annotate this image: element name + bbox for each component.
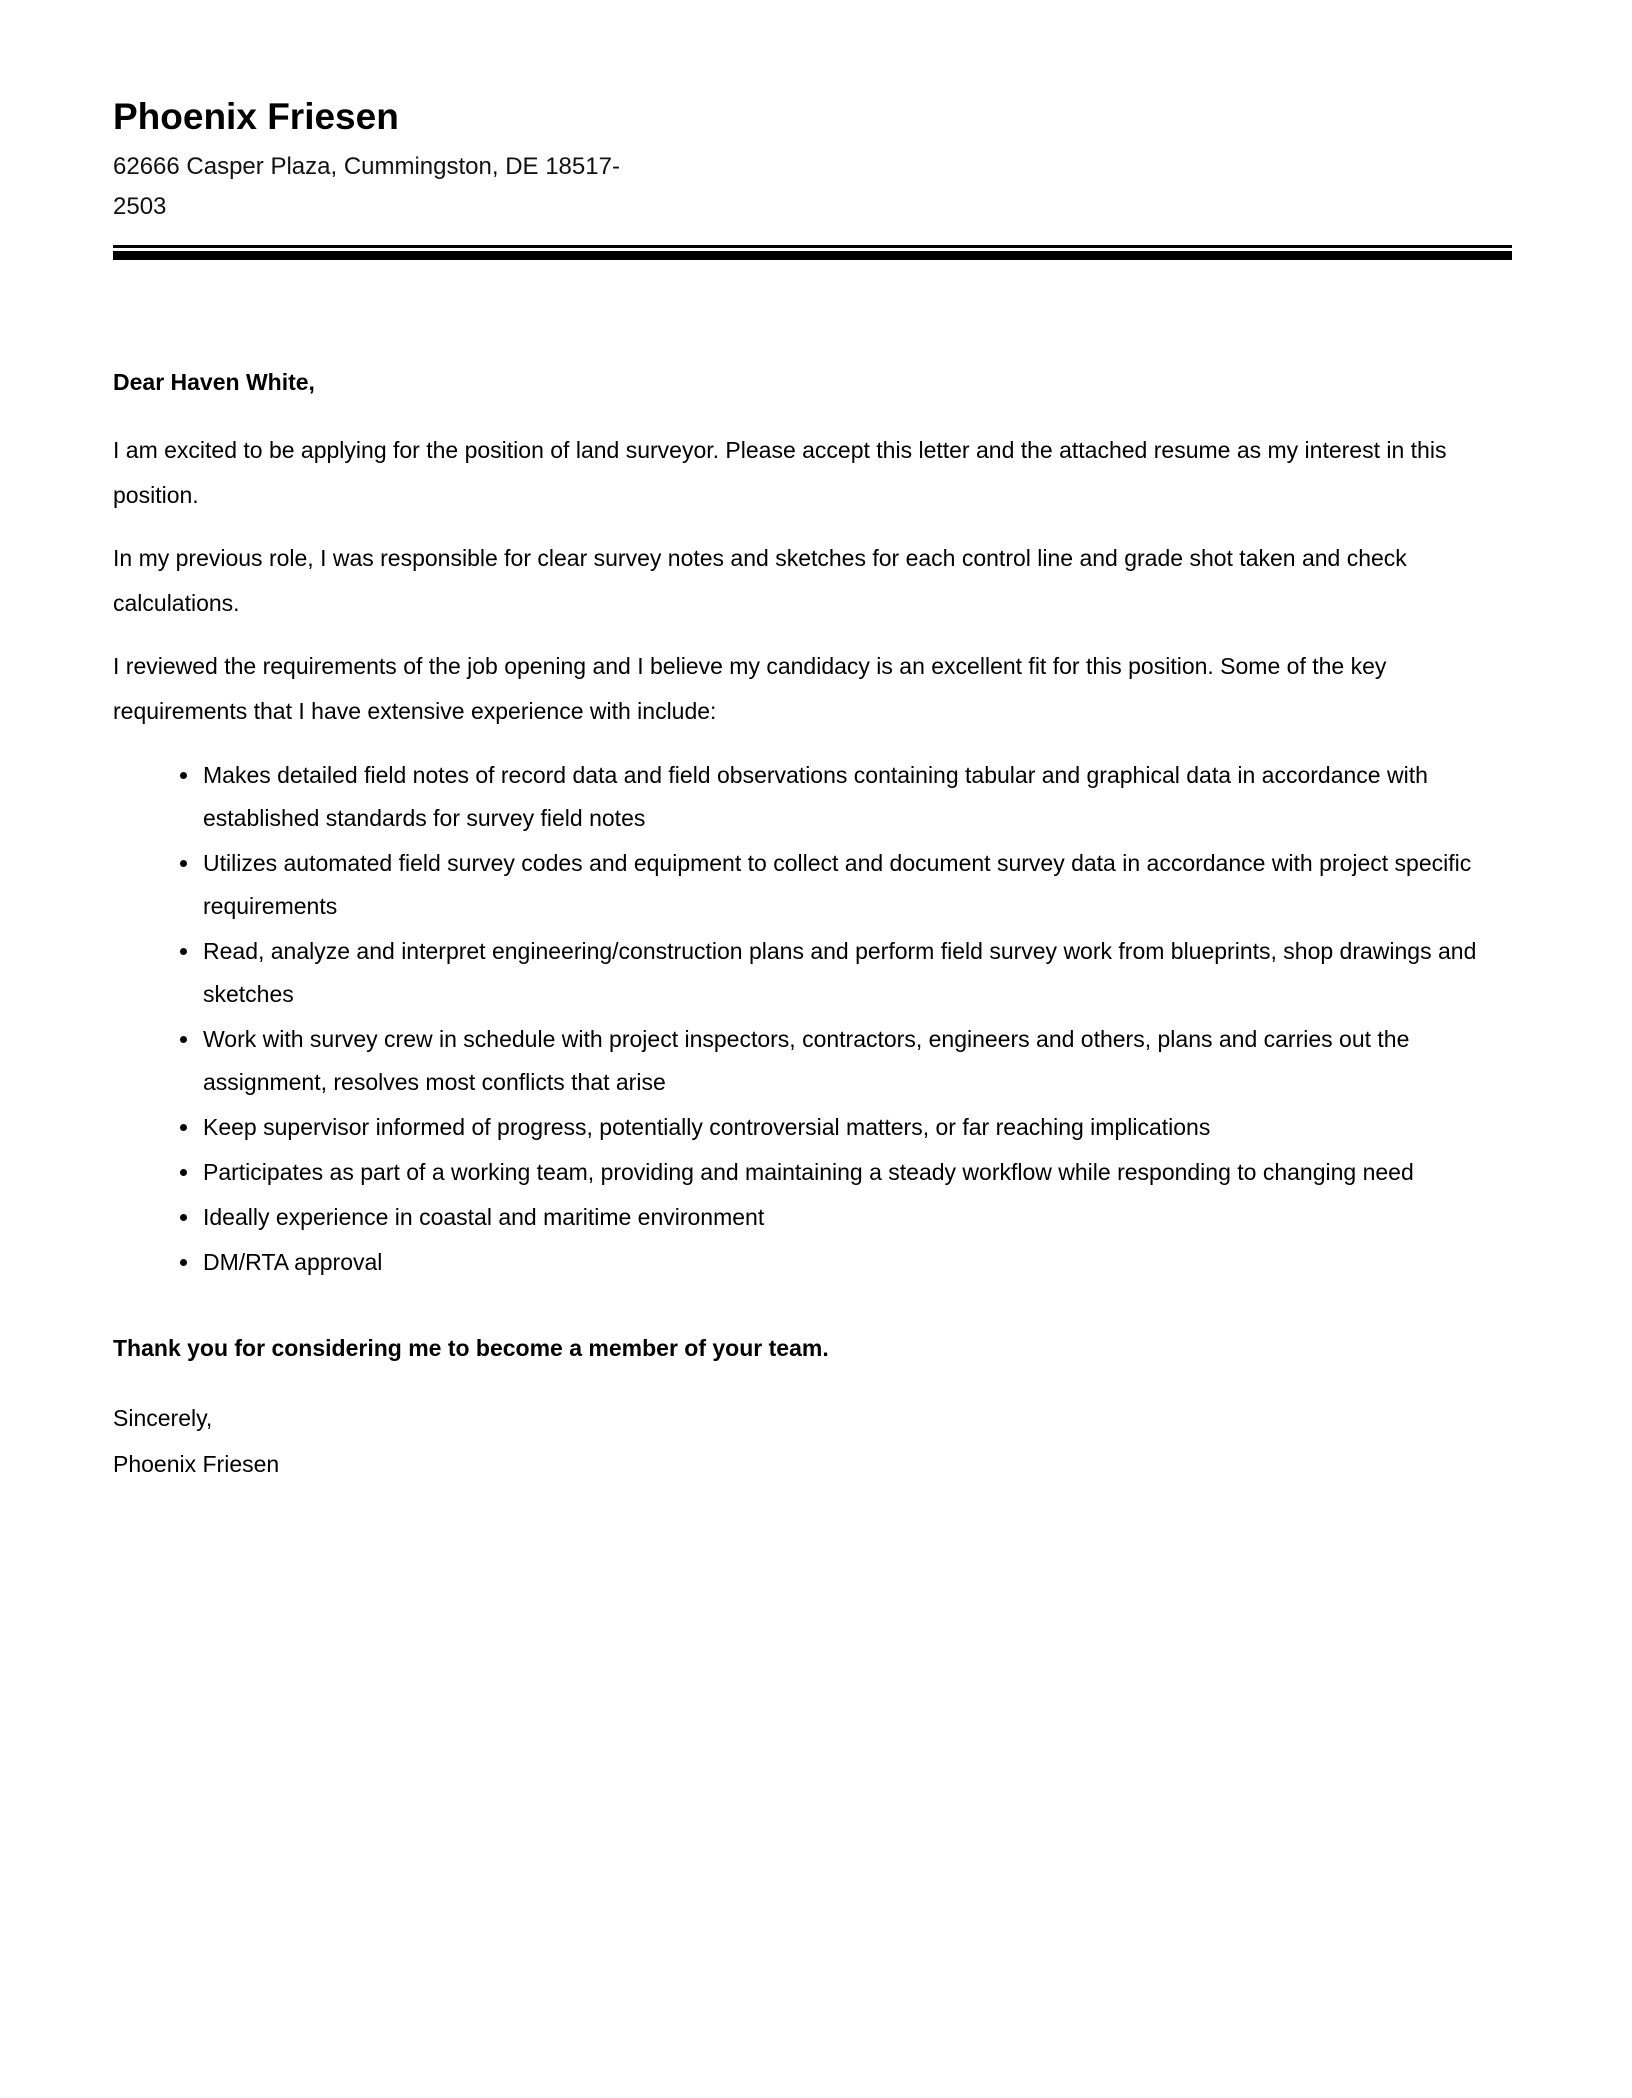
bullet-item: • DM/RTA approval	[201, 1241, 1512, 1284]
sender-address	[113, 147, 813, 227]
bullet-item: • Utilizes automated field survey codes and equipment to collect and document survey data in accordance with project specific requirements	[201, 842, 1512, 928]
requirements-list	[113, 754, 1512, 1284]
bullet-item: • Work with survey crew in schedule with project inspectors, contractors, engineers and others, plans and carries out the assignment, resolves most conflicts that arise	[201, 1018, 1512, 1104]
bullet-item: • Keep supervisor informed of progress, potentially controversial matters, or far reaching implications	[201, 1106, 1512, 1149]
signoff-block	[113, 1395, 1512, 1487]
bullet-item: • Ideally experience in coastal and maritime environment	[201, 1196, 1512, 1239]
paragraph-requirements-lead: I reviewed the requirements of the job opening and I believe my candidacy is an excellent fit for this position. Some of the key requirements that I have extensive experience with include:	[113, 653, 1387, 725]
bullet-item: • Participates as part of a working team, providing and maintaining a steady workflow while responding to changing need	[201, 1151, 1512, 1194]
paragraph-intro: I am excited to be applying for the position of land surveyor. Please accept this letter and the attached resume as my interest in this position.	[113, 437, 1447, 509]
bullet-item: • Makes detailed field notes of record data and field observations containing tabular and graphical data in accordance with established standards for survey field notes	[201, 754, 1512, 840]
closing-statement: Thank you for considering me to become a member of your team.	[113, 1335, 829, 1362]
sender-name: Phoenix Friesen	[113, 96, 399, 137]
signature-name: Phoenix Friesen	[113, 1451, 280, 1478]
sender-address-line1: 62666 Casper Plaza, Cummingston, DE 18517-	[113, 153, 620, 181]
divider-thin-line	[113, 245, 1512, 248]
bullet-item: • Read, analyze and interpret engineering/construction plans and perform field survey work from blueprints, shop drawings and sketches	[201, 930, 1512, 1016]
greeting: Dear Haven White,	[113, 369, 315, 396]
sender-address-line2: 2503	[113, 193, 167, 221]
signoff: Sincerely,	[113, 1405, 213, 1432]
divider-thick-line	[113, 251, 1512, 260]
header-divider	[113, 245, 1512, 260]
letter-body	[113, 360, 1512, 1487]
paragraph-previous-role: In my previous role, I was responsible for clear survey notes and sketches for each control line and grade shot taken and check calculations.	[113, 545, 1407, 617]
letter-header	[113, 95, 1512, 260]
